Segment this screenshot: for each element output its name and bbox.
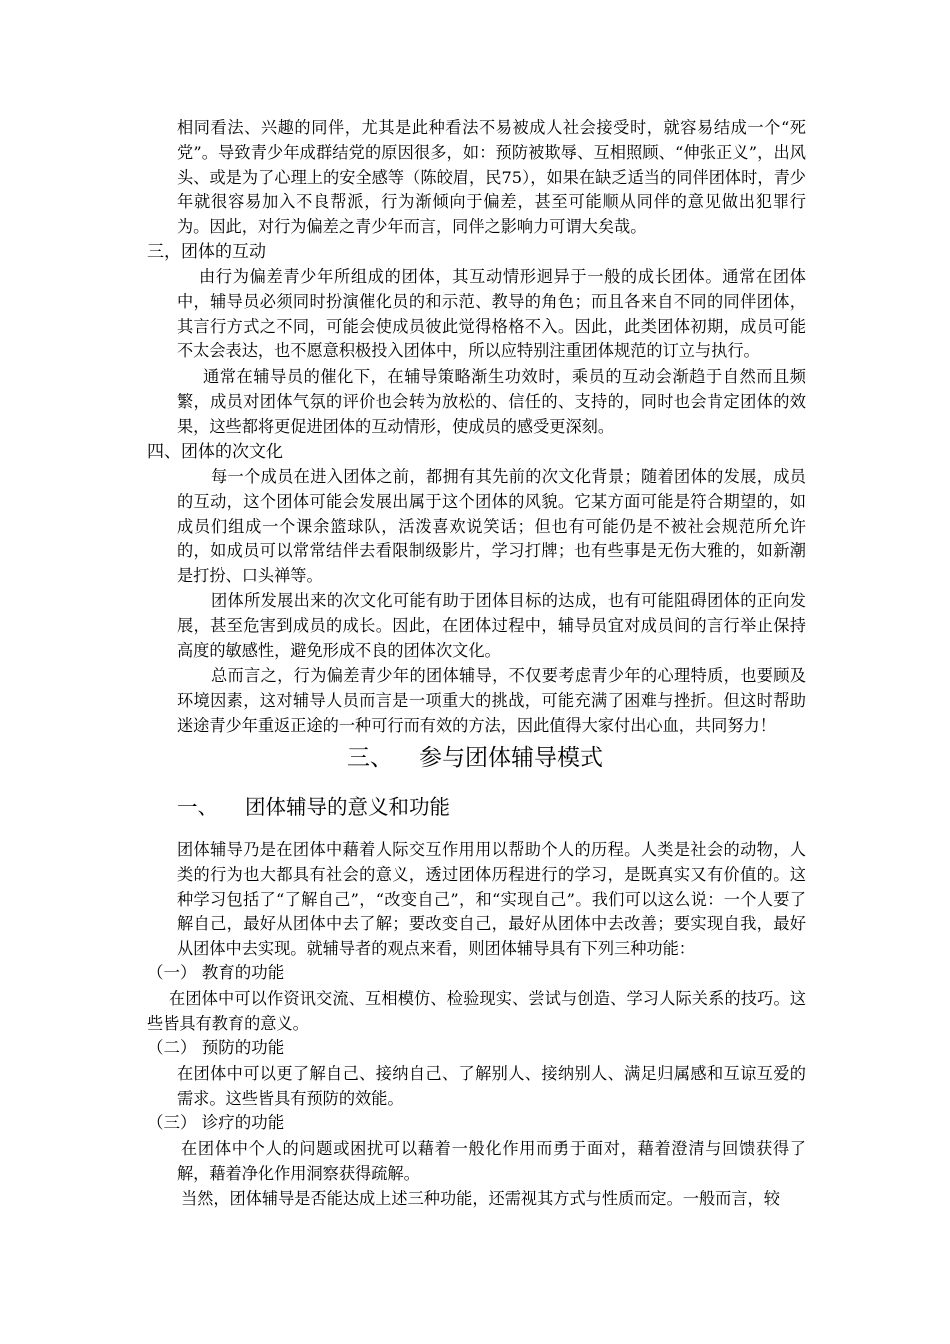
paragraph-interaction-2: 通常在辅导员的催化下，在辅导策略渐生功效时，乘员的互动会渐趋于自然而且频繁，成员对团体气氛的评价也会转为放松的、信任的、支持的，同时也会肯定团体的效果，这些都将更促进团体的互动情形，使成员的感受更深刻。 (177, 367, 806, 436)
paragraph-interaction-1: 由行为偏差青少年所组成的团体，其互动情形迥异于一般的成长团体。通常在团体中，辅导员必须同时扮演催化员的和示范、教导的角色；而且各来自不同的同伴团体，其言行方式之不同，可能会使成员彼此觉得格格不入。因此，此类团体初期，成员可能不太会表达，也不愿意积极投入团体中，所以应特别注重团体规范的订立与执行。 (177, 267, 806, 361)
paragraph-last: 当然，团体辅导是否能达成上述三种功能，还需视其方式与性质而定。一般而言，较 (181, 1189, 780, 1208)
chapter-heading (0, 741, 950, 775)
paragraph-therapy: 在团体中个人的问题或困扰可以藉着一般化作用而勇于面对，藉着澄清与回馈获得了解，藉着净化作用洞察获得疏解。 (177, 1139, 806, 1183)
paragraph-subculture-1: 每一个成员在进入团体之前，都拥有其先前的次文化背景；随着团体的发展，成员的互动，这个团体可能会发展出属于这个团体的风貌。它某方面可能是符合期望的，如成员们组成一个课余篮球队，活泼喜欢说笑话；但也有可能仍是不被社会规范所允许的，如成员可以常常结伴去看限制级影片，学习打牌；也有些事是无伤大雅的，如新潮是打扮、口头禅等。 (177, 467, 806, 586)
chapter-title: 参与团体辅导模式 (419, 745, 603, 771)
heading-therapy-function: （三） 诊疗的功能 (147, 1113, 285, 1132)
heading-group-interaction: 三，团体的互动 (147, 242, 266, 262)
paragraph-meaning: 团体辅导乃是在团体中藉着人际交互作用用以帮助个人的历程。人类是社会的动物，人类的行为也大都具有社会的意义，透过团体历程进行的学习，是既真实又有价值的。这种学习包括了“了解自己”，“改变自己”，和“实现自己”。我们可以这么说：一个人要了解自己，最好从团体中去了解；要改变自己，最好从团体中去改善；要实现自我，最好从团体中去实现。就辅导者的观点来看，则团体辅导具有下列三种功能： (177, 840, 806, 959)
section-number: 一、 (177, 795, 218, 819)
heading-group-subculture: 四、团体的次文化 (147, 442, 283, 462)
chapter-number: 三、 (347, 745, 393, 771)
section-title: 团体辅导的意义和功能 (245, 795, 450, 819)
paragraph-education: 在团体中可以作资讯交流、互相模仿、检验现实、尝试与创造、学习人际关系的技巧。这些皆具有教育的意义。 (147, 989, 806, 1033)
section-heading (177, 792, 450, 822)
paragraph-prevention: 在团体中可以更了解自己、接纳自己、了解别人、接纳别人、满足归属感和互谅互爱的需求。这些皆具有预防的效能。 (177, 1064, 806, 1108)
heading-education-function: （一） 教育的功能 (147, 963, 285, 982)
paragraph-subculture-2: 团体所发展出来的次文化可能有助于团体目标的达成，也有可能阻碍团体的正向发展，甚至危害到成员的成长。因此，在团体过程中，辅导员宜对成员间的言行举止保持高度的敏感性，避免形成不良的团体次文化。 (177, 591, 806, 660)
paragraph-peer-influence: 相同看法、兴趣的同伴，尤其是此种看法不易被成人社会接受时，就容易结成一个“死党”。导致青少年成群结党的原因很多，如：预防被欺辱、互相照顾、“伸张正义”，出风头、或是为了心理上的安全感等（陈皎眉，民75），如果在缺乏适当的同伴团体时，青少年就很容易加入不良帮派，行为渐倾向于偏差，甚至可能顺从同伴的意见做出犯罪行为。因此，对行为偏差之青少年而言，同伴之影响力可谓大矣哉。 (177, 118, 806, 237)
paragraph-conclusion: 总而言之，行为偏差青少年的团体辅导，不仅要考虑青少年的心理特质，也要顾及环境因素，这对辅导人员而言是一项重大的挑战，可能充满了困难与挫折。但这时帮助迷途青少年重返正途的一种可行而有效的方法，因此值得大家付出心血，共同努力！ (177, 666, 806, 735)
heading-prevention-function: （二） 预防的功能 (147, 1038, 285, 1057)
